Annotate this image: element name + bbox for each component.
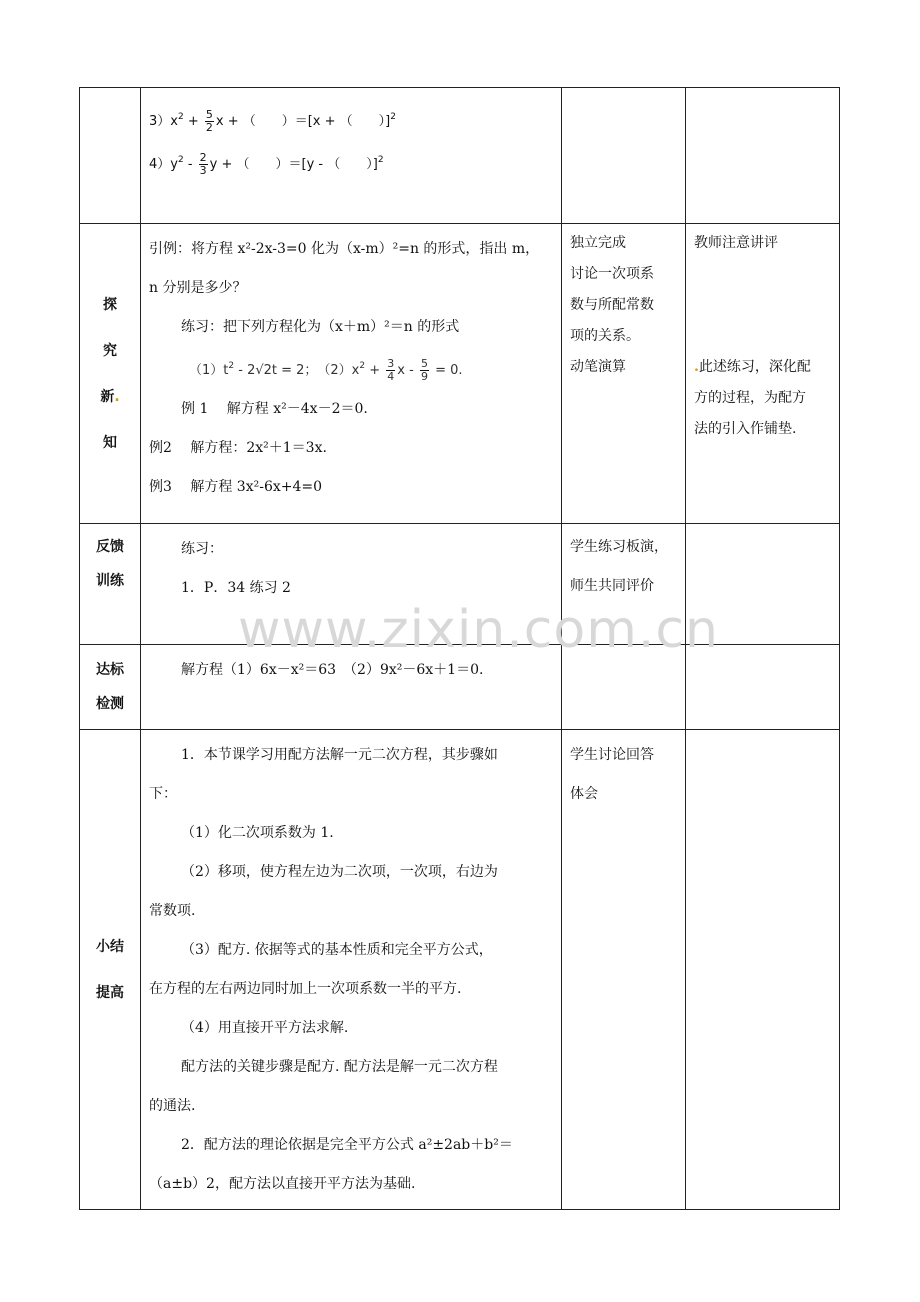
content-cell: 练习： 1．P．34 练习 2 [141, 524, 562, 645]
table-row-explore [80, 224, 840, 524]
content-cell: 1．本节课学习用配方法解一元二次方程，其步骤如 下： （1）化二次项系数为 1. （2）移项，使方程左边为二次项，一次项，右边为 常数项. （3）配方. 依据等式的基本性质和完全平方公式， 在方程的左右两边同时加上一次项系数一半的平方. （4）用直接开平方法求解. 配方法的关键步骤是配方. 配方法是解一元二次方程 的通法. 2．配方法的理论依据是完全平方公式 a²±2ab＋b²＝ （a±b）2，配方法以直接开平方法为基础. [141, 730, 562, 1210]
teacher-note-cell: 教师注意讲评 .此述练习，深化配 方的过程，为配方 法的引入作铺垫. [686, 224, 840, 524]
teacher-note-cell [686, 730, 840, 1210]
student-activity-cell: 学生练习板演， 师生共同评价 [562, 524, 686, 645]
student-activity-cell [562, 645, 686, 730]
teacher-note-cell [686, 645, 840, 730]
example-2: 例2 解方程：2x²＋1＝3x. [149, 440, 327, 456]
table-row-check [80, 645, 840, 730]
intro-example: 引例：将方程 x²-2x-3=0 化为（x-m）²=n 的形式，指出 m， [149, 241, 540, 257]
table-row-summary [80, 730, 840, 1210]
table-row-exercise-continued [80, 88, 840, 224]
student-activity-cell: 独立完成 讨论一次项系 数与所配常数 项的关系。 动笔演算 [562, 224, 686, 524]
practice-equations: $(1)t^2 - 2√2t = 2$； $(2)x^2$ + $\frac{3}{4}$ x - $\frac{5}{9}$ = 0. [189, 357, 463, 383]
stage-cell-check: 达标 检测 [80, 645, 141, 730]
stage-cell-summary: 小结 提高 [80, 730, 141, 1210]
exercise-line-4: $4)y^2$ - $\frac{2}{3}$ y + （ ）＝[y - （ ）]$^2$ [149, 151, 384, 177]
example-1: 例 1 解方程 x²－4x－2＝0. [181, 401, 368, 417]
student-activity-cell: 学生讨论回答 体会 [562, 730, 686, 1210]
fraction: $\frac{2}{3}$ [199, 151, 207, 177]
stage-cell-feedback: 反馈 训练 [80, 524, 141, 645]
lesson-plan-table [79, 87, 840, 1210]
content-cell: 引例：将方程 x²-2x-3=0 化为（x-m）²=n 的形式，指出 m， n 分别是多少？ 练习：把下列方程化为（x＋m）²＝n 的形式 $(1)t^2 - 2√2t = 2$； $(2)x^2$ + $\frac{3}{4}$ x - $\frac{5}{9}$ = 0. 例 1 解方程 x²－4x－2＝0. 例2 解方程：2x²＋1＝3x. 例3 解方程 3x²-6x+4=0 [141, 224, 562, 524]
example-3: 例3 解方程 3x²-6x+4=0 [149, 479, 323, 495]
stage-cell-explore: 探 究 新. 知 [80, 224, 141, 524]
content-cell: 解方程（1）6x－x²＝63 （2）9x²－6x＋1＝0. [141, 645, 562, 730]
teacher-note-cell [686, 524, 840, 645]
stage-cell-empty [80, 88, 141, 224]
exercise-line-3: $3)x^2$ + $\frac{5}{2}$ x + （ ）＝[x + （ ）]$^2$ [149, 108, 396, 134]
teacher-note-cell [686, 88, 840, 224]
watermark: www.zixin.com.cn [238, 600, 719, 660]
table-row-feedback [80, 524, 840, 645]
content-cell [141, 88, 562, 224]
fraction: $\frac{5}{2}$ [205, 108, 213, 134]
student-activity-cell [562, 88, 686, 224]
